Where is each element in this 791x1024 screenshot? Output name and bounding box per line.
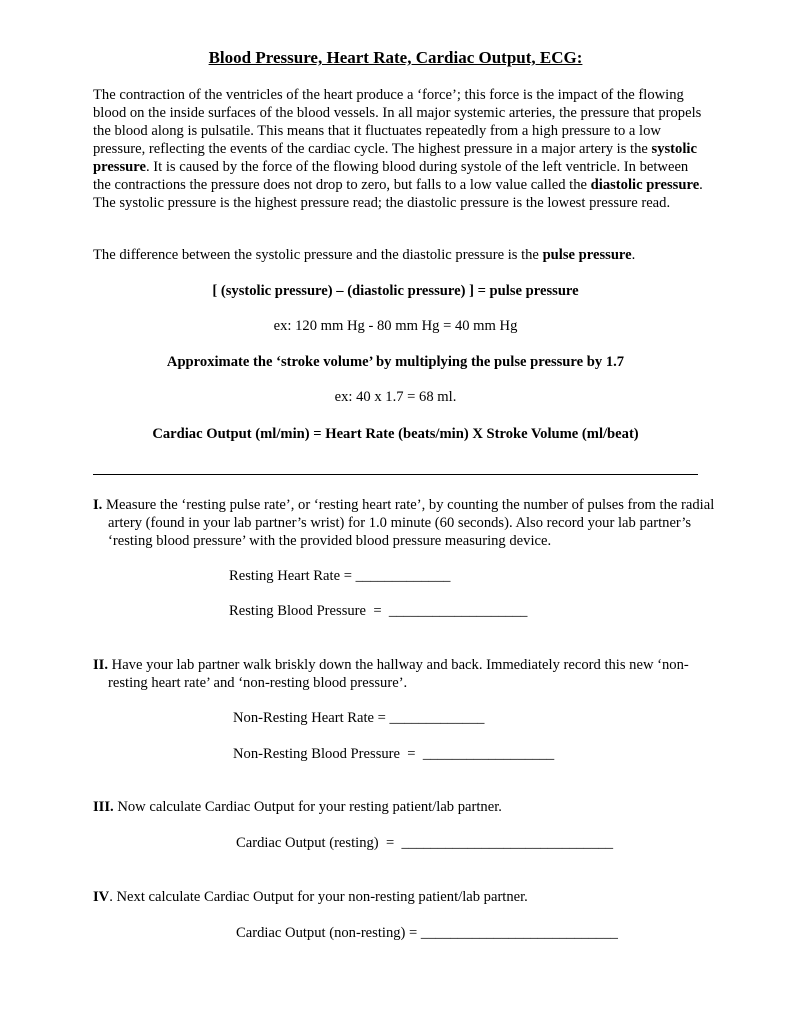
- page-title: Blood Pressure, Heart Rate, Cardiac Output, ECG:: [208, 48, 583, 67]
- section-1-instructions: [93, 496, 718, 550]
- systolic-term: systolic pressure: [93, 141, 697, 175]
- cardiac-output-non-resting-field[interactable]: Cardiac Output (non-resting) = ___________________________: [236, 925, 618, 941]
- cardiac-output-resting-field[interactable]: Cardiac Output (resting) = _____________________________: [236, 835, 614, 851]
- difference-paragraph: [93, 246, 703, 264]
- resting-blood-pressure-field[interactable]: Resting Blood Pressure = ___________________: [229, 603, 528, 619]
- section-2-instructions: [93, 656, 718, 692]
- diastolic-term: diastolic pressure: [590, 177, 700, 193]
- intro-text-2: . It is caused by the force of the flowing blood during systole of the left ventricle. In between the contractions the pressure does not drop to zero, but falls to a low value called the: [93, 159, 689, 193]
- section-4-numeral: IV: [93, 889, 110, 905]
- section-4-text: . Next calculate Cardiac Output for your non-resting patient/lab partner.: [109, 889, 528, 905]
- non-resting-heart-rate-field[interactable]: Non-Resting Heart Rate = _____________: [233, 710, 485, 726]
- section-4-instructions: [93, 888, 528, 906]
- stroke-volume-instruction: Approximate the ‘stroke volume’ by multiplying the pulse pressure by 1.7: [166, 354, 625, 370]
- section-1-numeral: I.: [93, 497, 103, 513]
- difference-end: .: [631, 247, 636, 263]
- section-1-text: Measure the ‘resting pulse rate’, or ‘resting heart rate’, by counting the number of pulses from the radial artery (found in your lab partner’s wrist) for 1.0 minute (60 seconds). Also record your lab partner’s ‘resting blood pressure’ with the provided blood pressure measuring device.: [102, 497, 715, 549]
- intro-paragraph: [93, 86, 703, 212]
- pulse-pressure-formula: [ (systolic pressure) – (diastolic pressure) ] = pulse pressure: [212, 283, 579, 299]
- section-3-text: Now calculate Cardiac Output for your resting patient/lab partner.: [113, 799, 502, 815]
- section-3-numeral: III.: [93, 799, 114, 815]
- stroke-volume-example: ex: 40 x 1.7 = 68 ml.: [334, 389, 457, 405]
- section-2-numeral: II.: [93, 657, 109, 673]
- resting-heart-rate-field[interactable]: Resting Heart Rate = _____________: [229, 568, 451, 584]
- non-resting-blood-pressure-field[interactable]: Non-Resting Blood Pressure = __________________: [233, 746, 555, 762]
- intro-text-1: The contraction of the ventricles of the heart produce a ‘force’; this force is the impact of the flowing blood on the inside surfaces of the blood vessels. In all major systemic arteries, the pressure that propels the blood along is pulsatile. This means that it fluctuates repeatedly from a high pressure to a low pressure, reflecting the events of the cardiac cycle. The highest pressure in a major artery is the: [93, 87, 702, 157]
- intro-text-3: . The systolic pressure is the highest pressure read; the diastolic pressure is the lowest pressure read.: [93, 177, 703, 211]
- pulse-pressure-term: pulse pressure: [542, 247, 632, 263]
- difference-text: The difference between the systolic pressure and the diastolic pressure is the: [93, 247, 543, 263]
- cardiac-output-formula: Cardiac Output (ml/min) = Heart Rate (beats/min) X Stroke Volume (ml/beat): [152, 426, 639, 442]
- section-3-instructions: [93, 798, 502, 816]
- section-divider: [93, 474, 698, 475]
- section-2-text: Have your lab partner walk briskly down the hallway and back. Immediately record this new ‘non-resting heart rate’ and ‘non-resting blood pressure’.: [108, 657, 689, 691]
- pulse-pressure-example: ex: 120 mm Hg - 80 mm Hg = 40 mm Hg: [273, 318, 518, 334]
